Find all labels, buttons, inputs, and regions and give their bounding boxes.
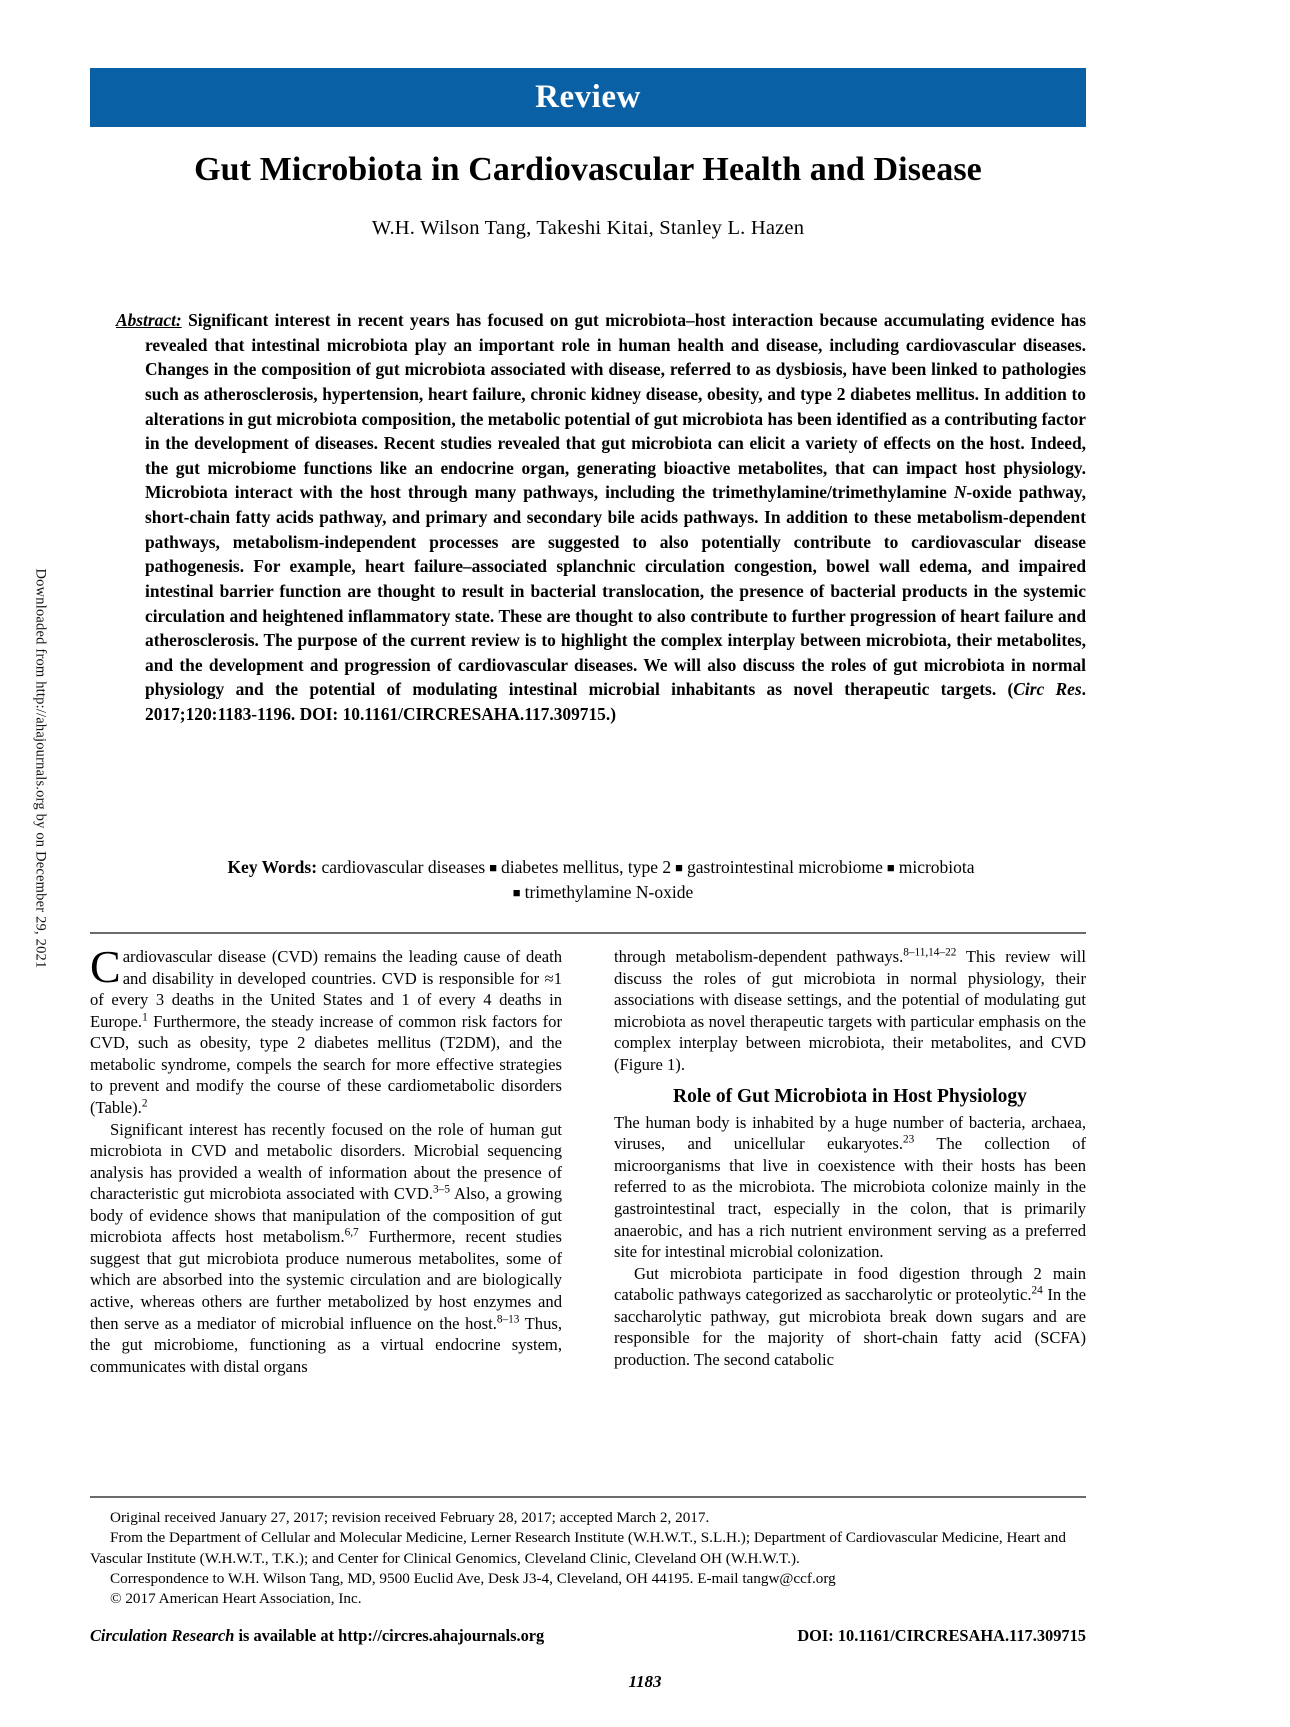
body-column-left bbox=[90, 941, 562, 1376]
abstract-n-oxide-italic: N bbox=[953, 482, 967, 503]
page-title: Gut Microbiota in Cardiovascular Health and Disease bbox=[194, 151, 982, 188]
abstract-section bbox=[116, 308, 1086, 727]
abstract-text bbox=[116, 308, 1086, 727]
footnote-copyright: © 2017 American Heart Association, Inc. bbox=[110, 1590, 362, 1608]
para-text: Significant interest has recently focused on the role of human gut microbiota in CVD and metabolic disorders. Microbial sequencing analysis has provided a wealth of information about the presence of characteristic gut microbiota associated with CVD. bbox=[90, 1119, 562, 1204]
footnote-received-dates: Original received January 27, 2017; revision received February 28, 2017; accepted March 2, 2017. bbox=[110, 1509, 710, 1526]
citation-ref: 1 bbox=[142, 1011, 148, 1024]
article-type-label: Review bbox=[535, 79, 641, 115]
para-text: Furthermore, recent studies suggest that gut microbiota produce numerous metabolites, some of which are absorbed into the systemic circulation and are biologically active, whereas others are further metabolized by host enzymes and then serve as a mediator of microbial influence on the host. bbox=[90, 1227, 562, 1333]
keyword-item-3: microbiota bbox=[898, 857, 975, 877]
article-body bbox=[90, 941, 1086, 1376]
keywords-section bbox=[116, 855, 1086, 906]
para-text: through metabolism-dependent pathways. bbox=[614, 947, 904, 966]
keyword-item-0: cardiovascular diseases bbox=[321, 857, 486, 877]
citation-ref: 8–11,14–22 bbox=[903, 946, 957, 959]
paragraph-human-body bbox=[614, 1112, 1086, 1263]
citation-ref: 23 bbox=[903, 1133, 915, 1146]
download-watermark: Downloaded from http://ahajournals.org by on December 29, 2021 bbox=[32, 568, 49, 969]
citation-ref: 6,7 bbox=[344, 1226, 359, 1239]
paragraph-intro bbox=[90, 941, 562, 1119]
footnote-divider bbox=[90, 1496, 1086, 1498]
para-text: The collection of microorganisms that live in coexistence with their hosts has been referred to as the microbiota. The microbiota colonize mainly in the gastrointestinal tract, especially in the colon, that is primarily anaerobic, and has a rich nutrient environment serving as a preferred site for intestinal microbial colonization. bbox=[614, 1134, 1086, 1262]
keyword-item-1: diabetes mellitus, type 2 bbox=[501, 857, 672, 877]
paragraph-food-digestion bbox=[614, 1263, 1086, 1371]
drop-cap: C bbox=[90, 941, 121, 992]
para-text: The human body is inhabited by a huge number of bacteria, archaea, viruses, and unicellular eukaryotes. bbox=[614, 1112, 1086, 1154]
abstract-label: Abstract: bbox=[116, 310, 182, 330]
paragraph-intro-text: ardiovascular disease (CVD) remains the leading cause of death and disability in developed countries. CVD is responsible for ≈1 of every 3 deaths in the United States and 1 of every 4 deaths in Europe. bbox=[90, 947, 562, 1031]
doi-text: DOI: 10.1161/CIRCRESAHA.117.309715 bbox=[797, 1626, 1086, 1645]
footnote-section bbox=[90, 1508, 1086, 1610]
journal-availability bbox=[90, 1626, 544, 1646]
para-text: Gut microbiota participate in food digestion through 2 main catabolic pathways categorized as saccharolytic or proteolytic. bbox=[614, 1263, 1086, 1305]
journal-name: Circulation Research bbox=[90, 1626, 235, 1645]
para-text: In the saccharolytic pathway, gut microbiota break down sugars and are responsible for the majority of short-chain fatty acid (SCFA) production. The second catabolic bbox=[614, 1285, 1086, 1369]
keyword-item-4: trimethylamine N-oxide bbox=[524, 882, 694, 903]
keyword-separator-icon: ■ bbox=[489, 860, 498, 875]
author-list: W.H. Wilson Tang, Takeshi Kitai, Stanley L. Hazen bbox=[371, 217, 805, 240]
journal-availability-text: is available at http://circres.ahajournals.org bbox=[234, 1626, 545, 1645]
paragraph-intro-tail: Furthermore, the steady increase of common risk factors for CVD, such as obesity, type 2 diabetes mellitus (T2DM), and the metabolic syndrome, compels the search for more effective strategies to prevent and modify the course of these cardiometabolic disorders (Table). bbox=[90, 1011, 562, 1117]
keyword-separator-icon: ■ bbox=[512, 885, 521, 901]
footnote-affiliations: From the Department of Cellular and Molecular Medicine, Lerner Research Institute (W.H.W.T., S.L.H.); Department of Cardiovascular Medicine, Heart and Vascular Institute (W.H.W.T., T.K.); and Center for Clinical Genomics, Cleveland Clinic, Cleveland OH (W.H.W.T.). bbox=[90, 1529, 1066, 1567]
abstract-body-part1: Significant interest in recent years has focused on gut microbiota–host interaction because accumulating evidence has revealed that intestinal microbiota play an important role in human health and disease, including cardiovascular diseases. Changes in the composition of gut microbiota associated with disease, referred to as dysbiosis, have been linked to pathologies such as atherosclerosis, hypertension, heart failure, chronic kidney disease, obesity, and type 2 diabetes mellitus. In addition to alterations in gut microbiota composition, the metabolic potential of gut microbiota has been identified as a contributing factor in the development of diseases. Recent studies revealed that gut microbiota can elicit a variety of effects on the host. Indeed, the gut microbiome functions like an endocrine organ, generating bioactive metabolites, that can impact host physiology. Microbiota interact with the host through many pathways, including the trimethylamine/trimethylamine bbox=[145, 310, 1086, 503]
keyword-separator-icon: ■ bbox=[886, 860, 895, 875]
citation-ref: 8–13 bbox=[496, 1313, 520, 1326]
article-type-banner bbox=[90, 68, 1086, 127]
abstract-citation-rest: . 2017;120:1183-1196. DOI: 10.1161/CIRCRESAHA.117.309715.) bbox=[145, 679, 1086, 724]
abstract-citation-journal: Circ Res bbox=[1013, 679, 1082, 700]
body-column-right bbox=[614, 946, 1086, 1369]
keyword-separator-icon: ■ bbox=[675, 860, 684, 875]
header-divider bbox=[90, 932, 1086, 934]
paragraph-significant-interest bbox=[90, 1119, 562, 1378]
page-number: 1183 bbox=[628, 1672, 662, 1691]
citation-ref: 2 bbox=[141, 1097, 148, 1110]
abstract-body-part2: -oxide pathway, short-chain fatty acids pathway, and primary and secondary bile acids pathways. In addition to these metabolism-dependent pathways, metabolism-independent processes are suggested to also potentially contribute to cardiovascular disease pathogenesis. For example, heart failure–associated splanchnic circulation congestion, bowel wall edema, and impaired intestinal barrier function are thought to result in bacterial translocation, the presence of bacterial products in the systemic circulation and heightened inflammatory state. These are thought to also contribute to further progression of heart failure and atherosclerosis. The purpose of the current review is to highlight the complex interplay between microbiota, their metabolites, and the development and progression of cardiovascular diseases. We will also discuss the roles of gut microbiota in normal physiology and the potential of modulating intestinal microbial inhabitants as novel therapeutic targets. ( bbox=[145, 482, 1087, 700]
paragraph-review-scope bbox=[614, 946, 1086, 1075]
keyword-item-2: gastrointestinal microbiome bbox=[687, 857, 883, 877]
section-heading-host-physiology: Role of Gut Microbiota in Host Physiology bbox=[673, 1086, 1027, 1108]
title-block bbox=[90, 150, 1086, 240]
footnote-correspondence: Correspondence to W.H. Wilson Tang, MD, 9500 Euclid Ave, Desk J3-4, Cleveland, OH 44195. E-mail tangw@ccf.org bbox=[110, 1570, 836, 1588]
citation-ref: 24 bbox=[1031, 1284, 1043, 1297]
keywords-label: Key Words: bbox=[227, 857, 318, 877]
para-text: Thus, the gut microbiome, functioning as a virtual endocrine system, communicates with distal organs bbox=[90, 1313, 562, 1376]
para-text: This review will discuss the roles of gut microbiota in normal physiology, their associations with disease settings, and the potential of modulating gut microbiota as novel therapeutic targets with particular emphasis on the complex interplay between microbiota, their metabolites, and CVD (Figure 1). bbox=[614, 947, 1086, 1074]
citation-ref: 3–5 bbox=[433, 1183, 450, 1196]
para-text: Also, a growing body of evidence shows that manipulation of the composition of gut microbiota affects host metabolism. bbox=[90, 1184, 562, 1247]
journal-availability-line bbox=[90, 1626, 1086, 1646]
